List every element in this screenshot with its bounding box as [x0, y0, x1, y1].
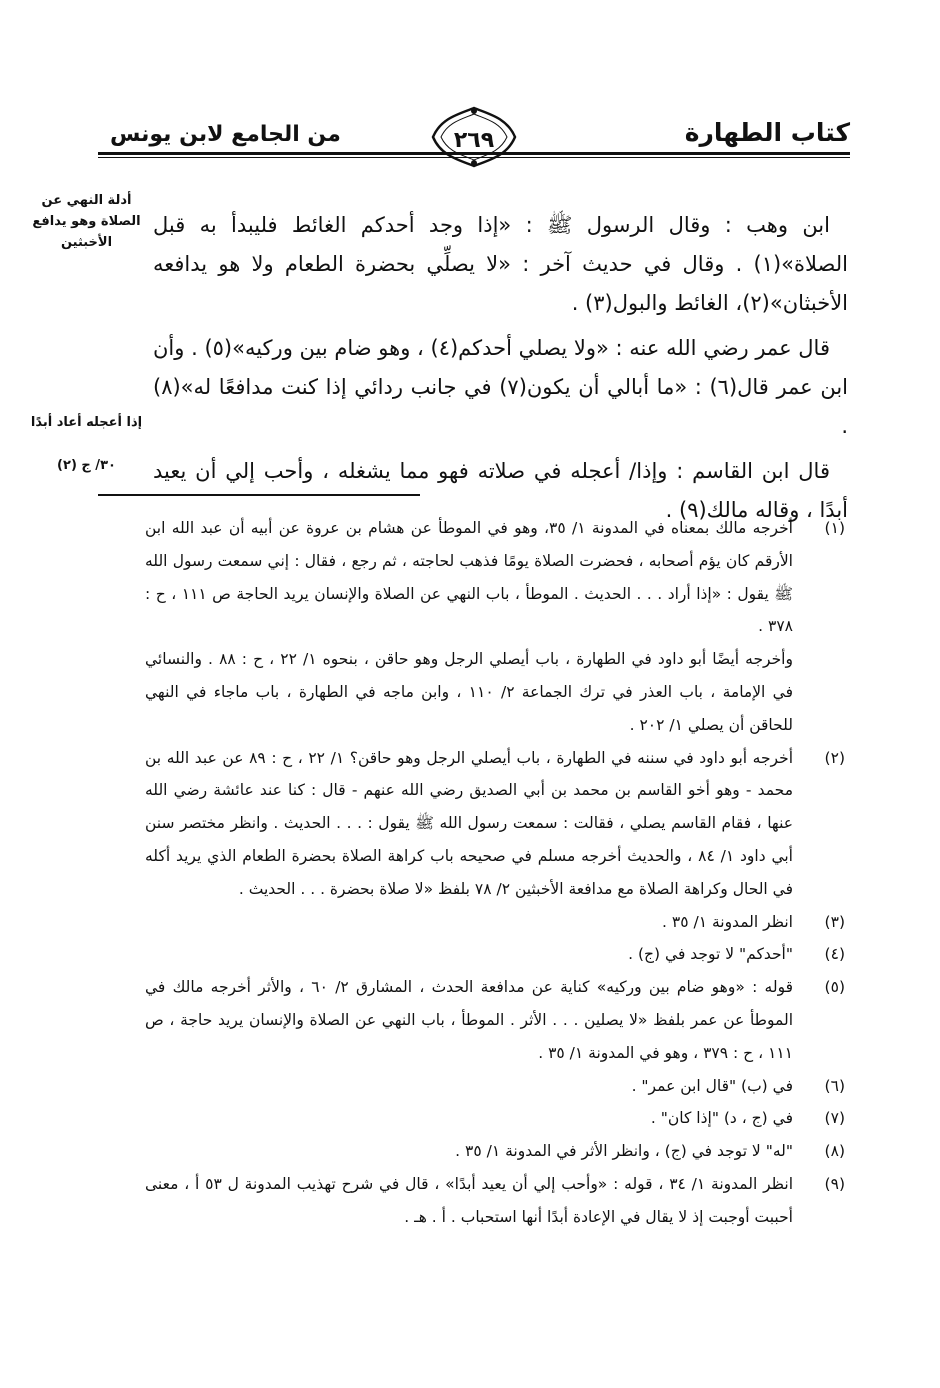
footnote-text: في (ب) "قال ابن عمر" . — [631, 1076, 793, 1095]
footnote-separator — [98, 494, 420, 496]
margin-note-ms-ref: ٣٠/ ج (٢) — [57, 458, 116, 473]
footnotes — [145, 512, 845, 1234]
footnote-number: (١) — [824, 519, 845, 537]
footnote-text: "له" لا توجد في (ج) ، وانظر الأثر في المدونة ١/ ٣٥ . — [455, 1142, 793, 1161]
footnote-number: (٢) — [824, 748, 845, 767]
footnote-number: (٥) — [824, 978, 845, 997]
footnote-number: (٦) — [824, 1076, 845, 1095]
header-rule-thin — [98, 157, 850, 158]
footnote-text: انظر المدونة ١/ ٣٥ . — [662, 912, 793, 931]
page-number: ٢٦٩ — [453, 128, 495, 153]
footnote-continuation: وأخرجه أيضًا أبو داود في الطهارة ، باب أيصلي الرجل وهو حاقن ، بنحوه ١/ ٢٢ ، ح : ٨٨ . والنسائي في الإمامة ، باب العذر في ترك الجماعة ٢/ ١١٠ ، وابن ماجه في الطهارة ، باب ماجاء في النهي للحاقن أن يصلي ١/ ٢٠٢ . — [145, 650, 793, 734]
page-number-ornament — [429, 106, 519, 168]
margin-note-2: إذا أعجله أعاد أبدًا — [30, 415, 143, 430]
paragraph: ابن وهب : وقال الرسول ﷺ : «إذا وجد أحدكم الغائط فليبدأ به قبل الصلاة»(١) . وقال في حديث آخر : «لا يصلِّي بحضرة الطعام ولا هو يدافعه الأخبثان»(٢)، الغائط والبول(٣) . — [153, 213, 848, 315]
paragraph: قال ابن القاسم : وإذا/ أعجله في صلاته فهو مما يشغله ، وأحب إلي أن يعيد أبدًا ، وقاله مالك(٩) . — [153, 459, 848, 522]
footnote — [145, 742, 845, 906]
margin-note-1: أدلة النهي عن الصلاة وهو يدافع الأخبثين — [32, 193, 141, 250]
series-title: من الجامع لابن يونس — [110, 122, 341, 147]
footnote-text: أخرجه أبو داود في سننه في الطهارة ، باب أيصلي الرجل وهو حاقن؟ ١/ ٢٢ ، ح : ٨٩ عن عبد الله بن محمد - وهو أخو القاسم بن محمد بن أبي الصديق رضي الله عنهم - قال : كنا عند عائشة رضي الله عنها ، فقام القاسم يصلي ، فقالت : سمعت رسول الله ﷺ يقول : . . . الحديث . وانظر مختصر سنن أبي داود ١/ ٨٤ ، والحديث أخرجه مسلم في صحيحه باب كراهة الصلاة بحضرة الطعام الذي يريد أكله في الحال وكراهة الصلاة مع مدافعة الأخبثين ٢/ ٧٨ بلفظ «لا صلاة بحضرة . . . الحديث . — [145, 748, 793, 898]
footnote — [145, 906, 845, 939]
footnote-number: (٩) — [824, 1174, 845, 1193]
footnote-number: (٣) — [824, 912, 845, 931]
footnote-text: أخرجه مالك بمعناه في المدونة ١/ ٣٥، وهو في الموطأ عن هشام بن عروة عن أبيه أن عبد الله ابن الأرقم كان يؤم أصحابه ، فحضرت الصلاة يومًا فذهب لحاجته ، ثم رجع ، فقال : إني سمعت رسول الله ﷺ يقول : «إذا أراد . . . الحديث . الموطأ ، باب النهي عن الصلاة والإنسان يريد الحاجة ص ١١١ ، ح : ٣٧٨ . — [145, 519, 794, 636]
footnote — [145, 1135, 845, 1168]
footnote-text: انظر المدونة ١/ ٣٤ ، قوله : «وأحب إلي أن يعيد أبدًا» ، قال في شرح تهذيب المدونة ل ٥٣ أ ، معنى أحببت أوجبت إذ لا يقال في الإعادة أبدًا أنها استحباب . أ . هـ . — [145, 1174, 793, 1226]
main-text — [153, 206, 848, 536]
footnote-text: في (ج ، د) "إذا كان" . — [650, 1109, 793, 1128]
footnote — [145, 1168, 845, 1234]
footnote — [145, 512, 845, 742]
footnote-text: "أحدكم" لا توجد في (ج) . — [628, 945, 793, 964]
header-rule — [98, 152, 850, 155]
book-title: كتاب الطهارة — [684, 118, 850, 147]
footnote — [145, 1070, 845, 1103]
footnote-number: (٤) — [824, 945, 845, 964]
footnote-text: قوله : «وهو ضام بين وركيه» كناية عن مدافعة الحدث ، المشارق ٢/ ٦٠ ، والأثر أخرجه مالك في الموطأ عن عمر بلفظ «لا يصلين . . . الأثر . الموطأ ، باب النهي عن الصلاة والإنسان يريد حاجة ، ص ١١١ ، ح : ٣٧٩ ، وهو في المدونة ١/ ٣٥ . — [145, 978, 793, 1062]
paragraph: قال عمر رضي الله عنه : «ولا يصلي أحدكم(٤) ، وهو ضام بين وركيه»(٥) . وأن ابن عمر قال(٦) : «ما أبالي أن يكون(٧) في جانب ردائي إذا كنت مدافعًا له»(٨) . — [153, 336, 848, 438]
page-header — [98, 112, 850, 162]
footnote — [145, 1102, 845, 1135]
footnote-number: (٨) — [824, 1142, 845, 1161]
footnote — [145, 938, 845, 971]
footnote — [145, 971, 845, 1069]
footnote-number: (٧) — [824, 1109, 845, 1128]
